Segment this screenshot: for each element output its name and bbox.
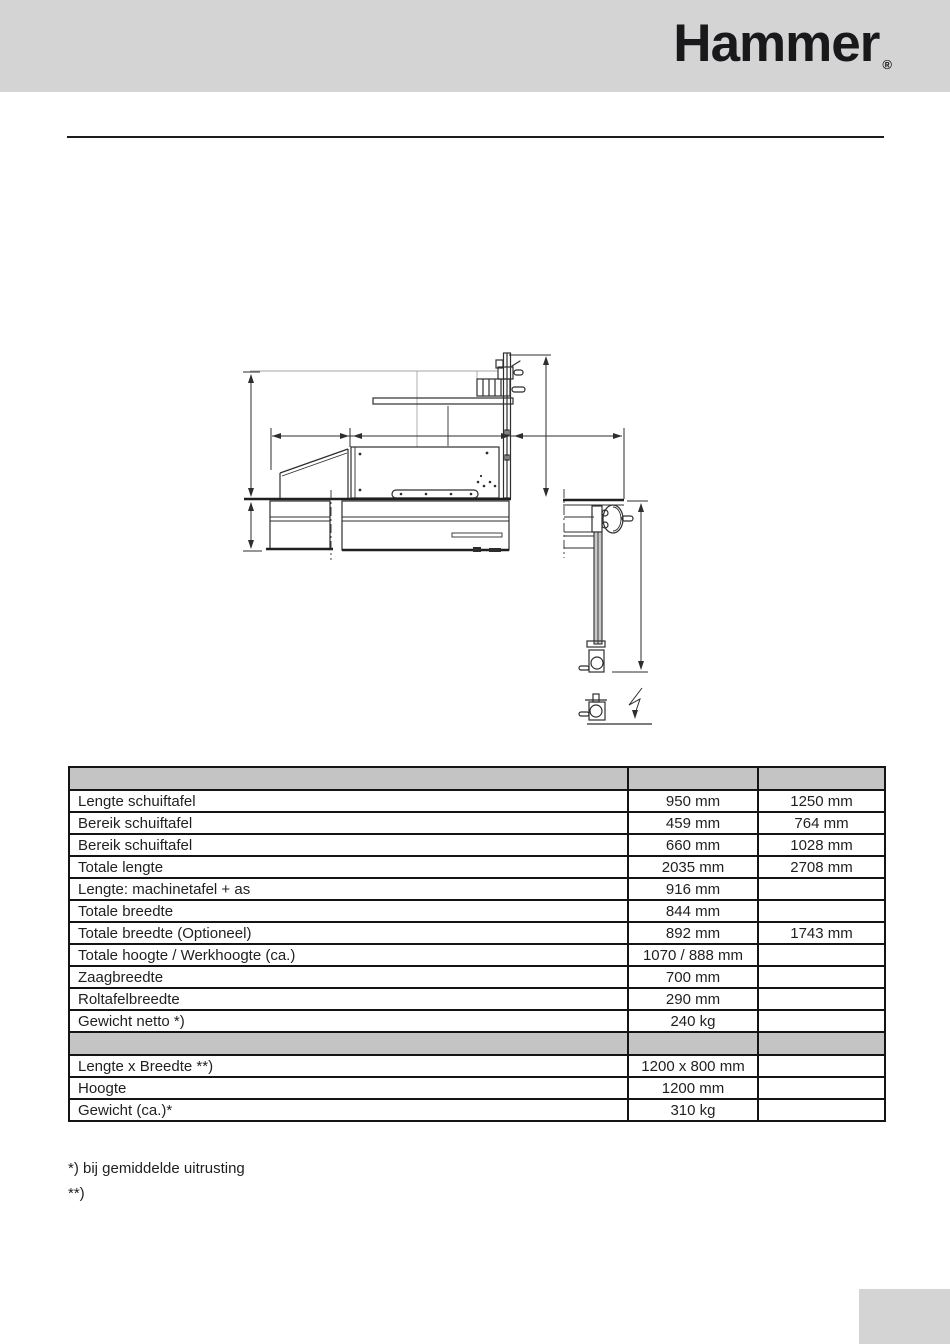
section-header-col2-cell <box>758 1032 885 1055</box>
header-bar <box>0 0 950 92</box>
row-value2-cell <box>758 1099 885 1121</box>
dimension-height-right <box>509 355 551 497</box>
row-value2-cell: 1028 mm <box>758 834 885 856</box>
row-value1-cell: 892 mm <box>628 922 758 944</box>
dimension-height-left <box>243 372 262 551</box>
row-value2-cell: 764 mm <box>758 812 885 834</box>
row-value1-cell: 660 mm <box>628 834 758 856</box>
row-value2-cell <box>758 878 885 900</box>
footnotes <box>68 1156 245 1206</box>
row-label-cell: Gewicht netto *) <box>69 1010 628 1032</box>
registered-trademark-icon: ® <box>882 57 891 72</box>
table-row <box>69 878 885 900</box>
foot-detail-view <box>579 688 652 724</box>
row-label-cell: Roltafelbreedte <box>69 988 628 1010</box>
footnote-1: *) bij gemiddelde uitrusting <box>68 1160 245 1177</box>
row-label-cell: Zaagbreedte <box>69 966 628 988</box>
row-value2-cell: 2708 mm <box>758 856 885 878</box>
row-value1-cell: 844 mm <box>628 900 758 922</box>
row-value1-cell: 1200 x 800 mm <box>628 1055 758 1077</box>
row-label-cell: Lengte: machinetafel + as <box>69 878 628 900</box>
row-label-cell: Hoogte <box>69 1077 628 1099</box>
brand-name: Hammer <box>673 14 880 73</box>
table-section-header <box>69 767 885 790</box>
end-view-roller-arm <box>563 489 633 672</box>
row-label-cell: Totale breedte (Optioneel) <box>69 922 628 944</box>
table-row <box>69 900 885 922</box>
table-section-header <box>69 1032 885 1055</box>
row-label-cell: Totale lengte <box>69 856 628 878</box>
row-label-cell: Lengte x Breedte **) <box>69 1055 628 1077</box>
row-value1-cell: 700 mm <box>628 966 758 988</box>
spec-table <box>68 766 886 1122</box>
spec-table-container <box>68 766 884 1122</box>
table-row <box>69 856 885 878</box>
table-row <box>69 944 885 966</box>
table-row <box>69 1010 885 1032</box>
row-value1-cell: 2035 mm <box>628 856 758 878</box>
row-value1-cell: 1200 mm <box>628 1077 758 1099</box>
table-row <box>69 922 885 944</box>
table-row <box>69 966 885 988</box>
header-divider <box>67 136 884 138</box>
row-label-cell: Totale hoogte / Werkhoogte (ca.) <box>69 944 628 966</box>
table-row <box>69 1077 885 1099</box>
section-header-label-cell <box>69 1032 628 1055</box>
row-value1-cell: 290 mm <box>628 988 758 1010</box>
row-label-cell: Bereik schuiftafel <box>69 834 628 856</box>
row-value2-cell: 1250 mm <box>758 790 885 812</box>
side-view-machine <box>244 353 525 499</box>
row-value2-cell <box>758 988 885 1010</box>
row-value2-cell <box>758 1055 885 1077</box>
row-value1-cell: 916 mm <box>628 878 758 900</box>
row-label-cell: Gewicht (ca.)* <box>69 1099 628 1121</box>
table-row <box>69 1099 885 1121</box>
dimension-width-chain <box>271 428 624 499</box>
table-row <box>69 988 885 1010</box>
table-row <box>69 834 885 856</box>
row-value2-cell <box>758 1077 885 1099</box>
dimension-arm-length <box>612 501 648 672</box>
row-value1-cell: 310 kg <box>628 1099 758 1121</box>
footnote-2: **) <box>68 1185 85 1202</box>
row-label-cell: Lengte schuiftafel <box>69 790 628 812</box>
row-value2-cell <box>758 1010 885 1032</box>
row-label-cell: Totale breedte <box>69 900 628 922</box>
row-value2-cell: 1743 mm <box>758 922 885 944</box>
section-header-col1-cell <box>628 767 758 790</box>
section-header-label-cell <box>69 767 628 790</box>
row-value1-cell: 459 mm <box>628 812 758 834</box>
page-corner-gray-block <box>859 1289 950 1344</box>
table-row <box>69 790 885 812</box>
section-header-col2-cell <box>758 767 885 790</box>
table-row <box>69 1055 885 1077</box>
brand-logo <box>673 14 891 73</box>
technical-drawing <box>230 330 660 740</box>
row-value2-cell <box>758 944 885 966</box>
row-value1-cell: 950 mm <box>628 790 758 812</box>
row-value2-cell <box>758 966 885 988</box>
table-row <box>69 812 885 834</box>
row-value1-cell: 240 kg <box>628 1010 758 1032</box>
row-value2-cell <box>758 900 885 922</box>
row-label-cell: Bereik schuiftafel <box>69 812 628 834</box>
row-value1-cell: 1070 / 888 mm <box>628 944 758 966</box>
section-header-col1-cell <box>628 1032 758 1055</box>
machine-base <box>266 490 509 560</box>
